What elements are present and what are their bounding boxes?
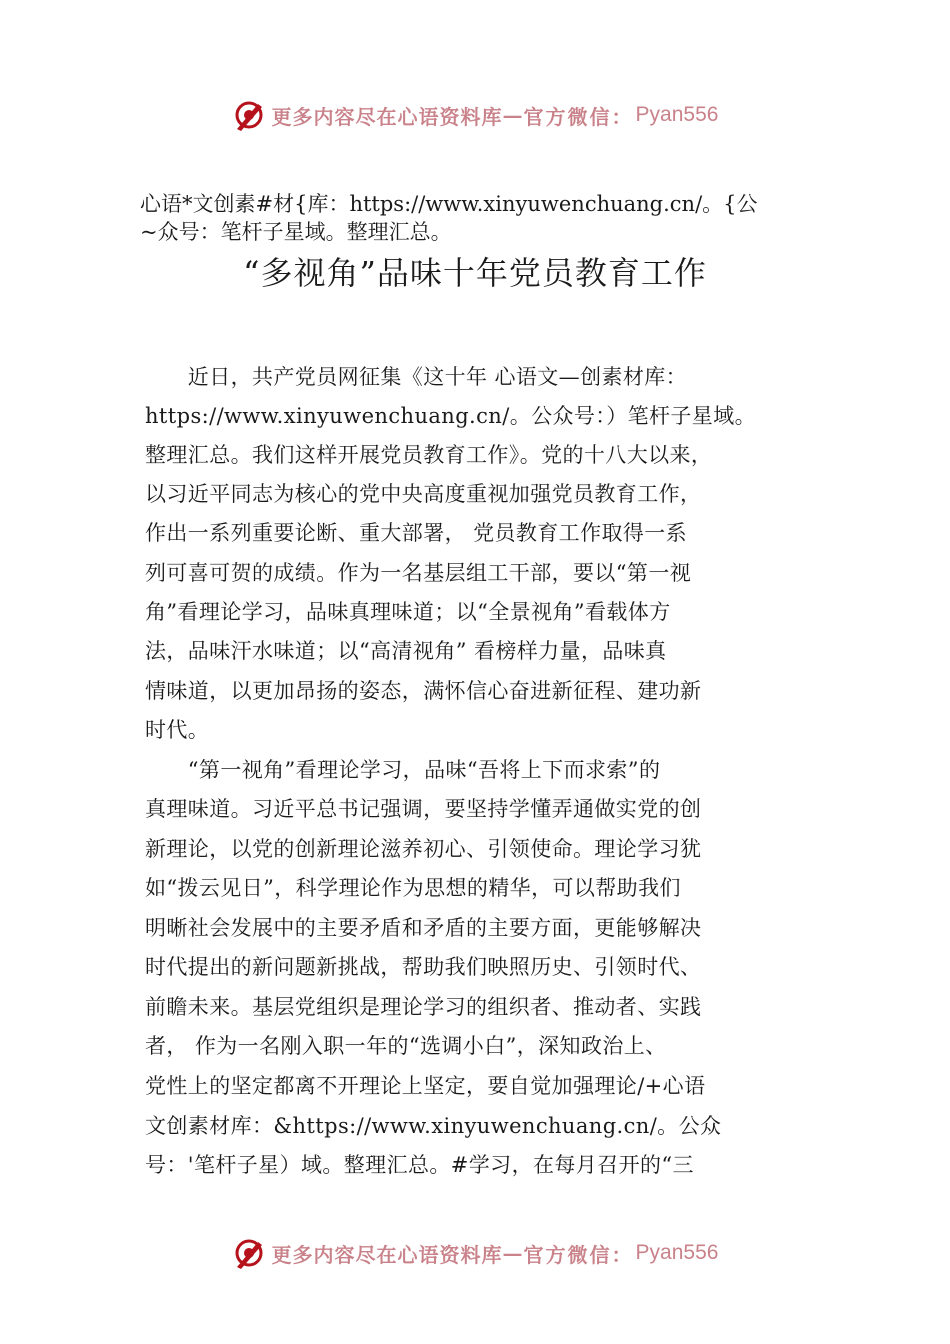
body-line: 如“拨云见日”，科学理论作为思想的精华，可以帮助我们 [145,876,681,900]
body-line: 角”看理论学习，品味真理味道；以“全景视角”看载体方 [145,600,671,624]
body-line: “第一视角”看理论学习，品味“吾将上下而求索”的 [145,758,661,782]
footer-watermark-banner [0,1233,950,1273]
body-line: 前瞻未来。基层党组织是理论学习的组织者、推动者、实践 [145,995,702,1019]
body-line: 整理汇总。我们这样开展党员教育工作》。党的十八大以来， [145,443,713,467]
body-line: 近日，共产党员网征集《这十年 心语文—创素材库： [145,365,688,389]
watermark-dash: — [502,1241,524,1265]
body-line: 党性上的坚定都离不开理论上坚定，要自觉加强理论/+心语 [145,1074,706,1098]
body-line: 文创素材库：&https://www.xinyuwenchuang.cn/。公众 [145,1114,722,1138]
source-line: 心语*文创素#材{库：https://www.xinyuwenchuang.cn/。{公 [140,192,758,216]
body-line: 号：'笔杆子星）域。整理汇总。#学习，在每月召开的“三 [145,1153,694,1177]
watermark-dash: — [502,103,524,127]
body-line: 法，品味汗水味道；以“高清视角” 看榜样力量，品味真 [145,639,667,663]
body-line: https://www.xinyuwenchuang.cn/。公众号：）笔杆子星域。 [145,404,756,428]
watermark-wechat-id: Pyan556 [635,1241,719,1264]
body-line: 明晰社会发展中的主要矛盾和矛盾的主要方面，更能够解决 [145,916,702,940]
body-line: 以习近平同志为核心的党中央高度重视加强党员教育工作， [145,482,702,506]
watermark-wechat-label: 官方微信： [523,1242,634,1267]
body-line: 列可喜可贺的成绩。作为一名基层组工干部，要以“第一视 [145,561,692,585]
body-line: 真理味道。习近平总书记强调，要坚持学懂弄通做实党的创 [145,797,702,821]
body-line: 时代提出的新问题新挑战，帮助我们映照历史、引领时代、 [145,955,702,979]
body-line: 时代。 [145,718,210,742]
body-line: 新理论，以党的创新理论滋养初心、引领使命。理论学习犹 [145,837,702,861]
watermark-text: 更多内容尽在心语资料库 [271,1242,503,1267]
source-line: ~众号：笔杆子星域。整理汇总。 [140,220,452,244]
pen-logo-icon [232,98,266,132]
body-line: 者， 作为一名刚入职一年的“选调小白”，深知政治上、 [145,1034,667,1058]
document-title: “多视角”品味十年党员教育工作 [243,254,707,292]
watermark-text: 更多内容尽在心语资料库 [271,104,503,129]
pen-logo-icon [232,1236,266,1270]
body-line: 情味道，以更加昂扬的姿态，满怀信心奋进新征程、建功新 [145,679,702,703]
watermark-wechat-label: 官方微信： [523,104,634,129]
body-line: 作出一系列重要论断、重大部署， 党员教育工作取得一系 [145,521,688,545]
watermark-wechat-id: Pyan556 [635,103,719,126]
source-note [140,190,840,246]
header-watermark-banner [0,95,950,135]
